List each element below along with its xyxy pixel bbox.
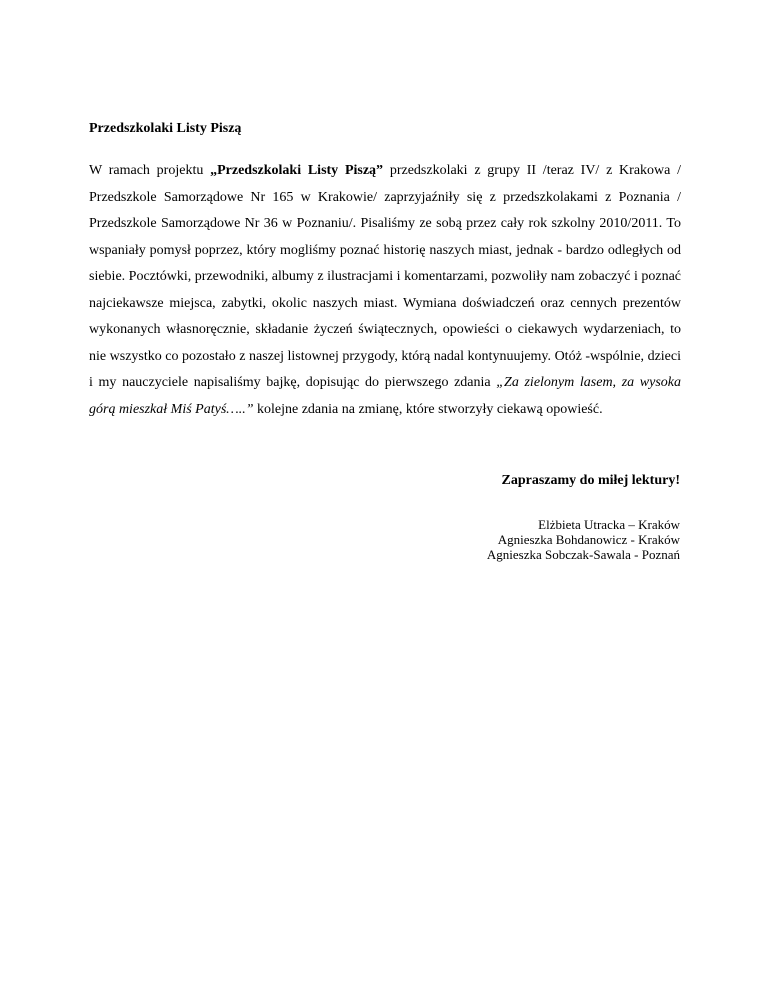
signature-line: Elżbieta Utracka – Kraków [538, 517, 680, 532]
signature-block [487, 517, 680, 562]
signature-line: Agnieszka Sobczak-Sawala - Poznań [486, 547, 680, 562]
document-title: Przedszkolaki Listy Piszą [89, 121, 242, 136]
paragraph-text-3: kolejne zdania na zmianę, które stworzyły ciekawą opowieść. [253, 401, 603, 417]
body-paragraph [89, 158, 681, 423]
paragraph-text-2: przedszkolaki z grupy II /teraz IV/ z Krakowa / Przedszkole Samorządowe Nr 165 w Krakowie/ zaprzyjaźniły się z przedszkolakami z Poznania / Przedszkole Samorządowe Nr 36 w Poznaniu/. Pisaliśmy ze sobą przez cały rok szkolny 2010/2011. To wspaniały pomysł poprzez, który mogliśmy poznać historię naszych miast, jednak - bardzo odległych od siebie. Pocztówki, przewodniki, albumy z ilustracjami i komentarzami, pozwoliły nam zobaczyć i poznać najciekawsze miejsca, zabytki, okolic naszych miast. Wymiana doświadczeń oraz cennych prezentów wykonanych własnoręcznie, składanie życzeń świątecznych, opowieści o ciekawych wydarzeniach, to nie wszystko co pozostało z naszej listownej przygody, którą nadal kontynuujemy. Otóż -wspólnie, dzieci i my nauczyciele napisaliśmy bajkę, dopisując do pierwszego zdania [89, 163, 682, 390]
story-opening-quote: „Za zielonym lasem, za wysoka górą mieszkał Miś Patyś…..” [89, 375, 681, 417]
project-name: „Przedszkolaki Listy Piszą” [210, 163, 384, 178]
invitation-line: Zapraszamy do miłej lektury! [501, 473, 680, 488]
paragraph-text-1: W ramach projektu [89, 163, 211, 178]
signature-line: Agnieszka Bohdanowicz - Kraków [497, 532, 680, 547]
